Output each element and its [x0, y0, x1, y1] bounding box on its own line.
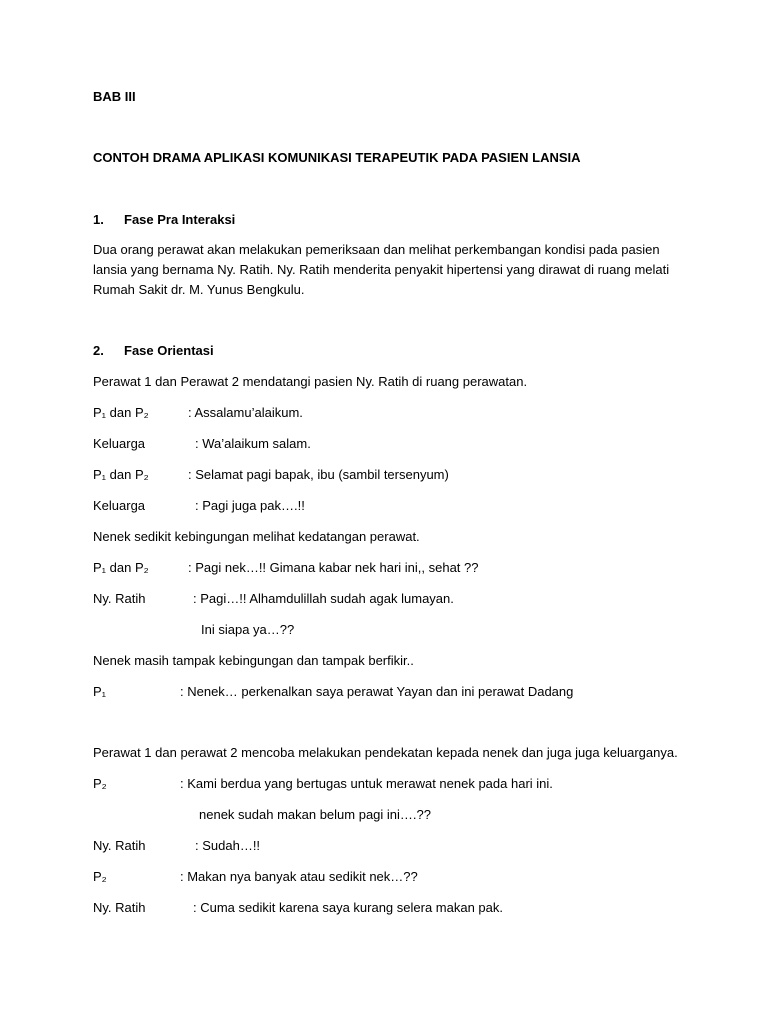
dialogue-speaker: P₁ dan P₂ — [93, 405, 149, 420]
dialogue-speaker: Ny. Ratih — [93, 900, 146, 915]
narration-line: Nenek sedikit kebingungan melihat kedatangan perawat. — [93, 529, 420, 544]
dialogue-line: : Nenek… perkenalkan saya perawat Yayan dan ini perawat Dadang — [180, 684, 574, 699]
section2-number: 2. — [93, 343, 104, 358]
dialogue-speaker: Ny. Ratih — [93, 838, 146, 853]
dialogue-speaker: P₁ dan P₂ — [93, 560, 149, 575]
dialogue-speaker: Keluarga — [93, 498, 146, 513]
document-title: CONTOH DRAMA APLIKASI KOMUNIKASI TERAPEUTIK PADA PASIEN LANSIA — [93, 150, 581, 165]
dialogue-line: : Sudah…!! — [195, 838, 261, 853]
dialogue-line: : Pagi nek…!! Gimana kabar nek hari ini,, sehat ?? — [188, 560, 479, 575]
chapter-heading: BAB III — [93, 89, 136, 104]
dialogue-speaker: P₁ dan P₂ — [93, 467, 149, 482]
section1-paragraph-line: Dua orang perawat akan melakukan pemeriksaan dan melihat perkembangan kondisi pada pasien — [93, 242, 660, 257]
dialogue-line: : Wa’alaikum salam. — [195, 436, 311, 451]
dialogue-continuation: nenek sudah makan belum pagi ini….?? — [199, 807, 431, 822]
section1-heading: Fase Pra Interaksi — [124, 212, 236, 227]
dialogue-line: : Makan nya banyak atau sedikit nek…?? — [180, 869, 418, 884]
dialogue-speaker: P₂ — [93, 869, 107, 884]
section1-paragraph-line: Rumah Sakit dr. M. Yunus Bengkulu. — [93, 282, 305, 297]
section2-heading: Fase Orientasi — [124, 343, 214, 358]
narration-line: Nenek masih tampak kebingungan dan tampak berfikir.. — [93, 653, 414, 668]
dialogue-speaker: Ny. Ratih — [93, 591, 146, 606]
section1-paragraph-line: lansia yang bernama Ny. Ratih. Ny. Ratih menderita penyakit hipertensi yang dirawat di ruang melati — [93, 262, 670, 277]
dialogue-line: : Pagi juga pak….!! — [195, 498, 305, 513]
dialogue-line: : Kami berdua yang bertugas untuk merawat nenek pada hari ini. — [180, 776, 553, 791]
narration-line: Perawat 1 dan perawat 2 mencoba melakukan pendekatan kepada nenek dan juga juga keluarganya. — [93, 745, 678, 760]
dialogue-line: : Pagi…!! Alhamdulillah sudah agak lumayan. — [193, 591, 454, 606]
dialogue-speaker: P₂ — [93, 776, 107, 791]
section1-number: 1. — [93, 212, 104, 227]
dialogue-line: : Selamat pagi bapak, ibu (sambil tersenyum) — [188, 467, 449, 482]
dialogue-speaker: P₁ — [93, 684, 107, 699]
dialogue-line: : Assalamu’alaikum. — [188, 405, 303, 420]
dialogue-speaker: Keluarga — [93, 436, 146, 451]
dialogue-line: : Cuma sedikit karena saya kurang selera makan pak. — [193, 900, 503, 915]
dialogue-continuation: Ini siapa ya…?? — [201, 622, 295, 637]
section2-intro: Perawat 1 dan Perawat 2 mendatangi pasien Ny. Ratih di ruang perawatan. — [93, 374, 528, 389]
